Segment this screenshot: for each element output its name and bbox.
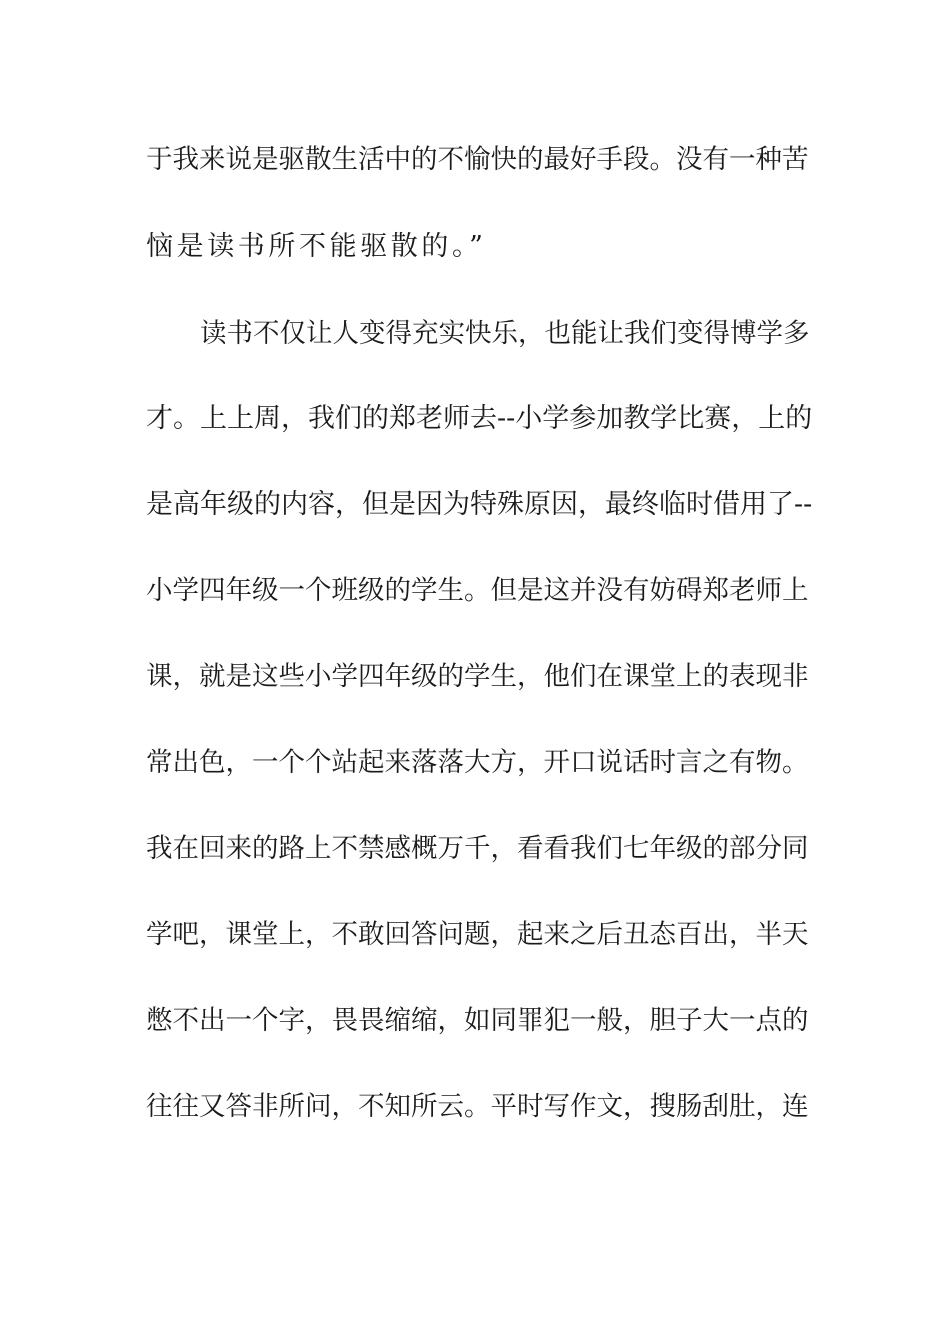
- text-line: 于我来说是驱散生活中的不愉快的最好手段。没有一种苦: [146, 144, 809, 175]
- text-line: 才。上上周，我们的郑老师去--小学参加教学比赛，上的: [146, 403, 813, 434]
- text-line: 我在回来的路上不禁感概万千，看看我们七年级的部分同: [146, 833, 809, 864]
- text-line: 恼是读书所不能驱散的。”: [146, 231, 487, 262]
- paragraph-start-line: 读书不仅让人变得充实快乐，也能让我们变得博学多: [200, 318, 810, 349]
- text-line: 往往又答非所问，不知所云。平时写作文，搜肠刮肚，连: [146, 1091, 809, 1122]
- text-line: 课，就是这些小学四年级的学生，他们在课堂上的表现非: [146, 661, 809, 692]
- text-line: 憋不出一个字，畏畏缩缩，如同罪犯一般，胆子大一点的: [146, 1005, 809, 1036]
- text-line: 学吧，课堂上，不敢回答问题，起来之后丑态百出，半天: [146, 919, 809, 950]
- text-line: 小学四年级一个班级的学生。但是这并没有妨碍郑老师上: [146, 575, 809, 606]
- text-line: 常出色，一个个站起来落落大方，开口说话时言之有物。: [146, 747, 809, 778]
- text-line: 是高年级的内容，但是因为特殊原因，最终临时借用了--: [146, 489, 813, 520]
